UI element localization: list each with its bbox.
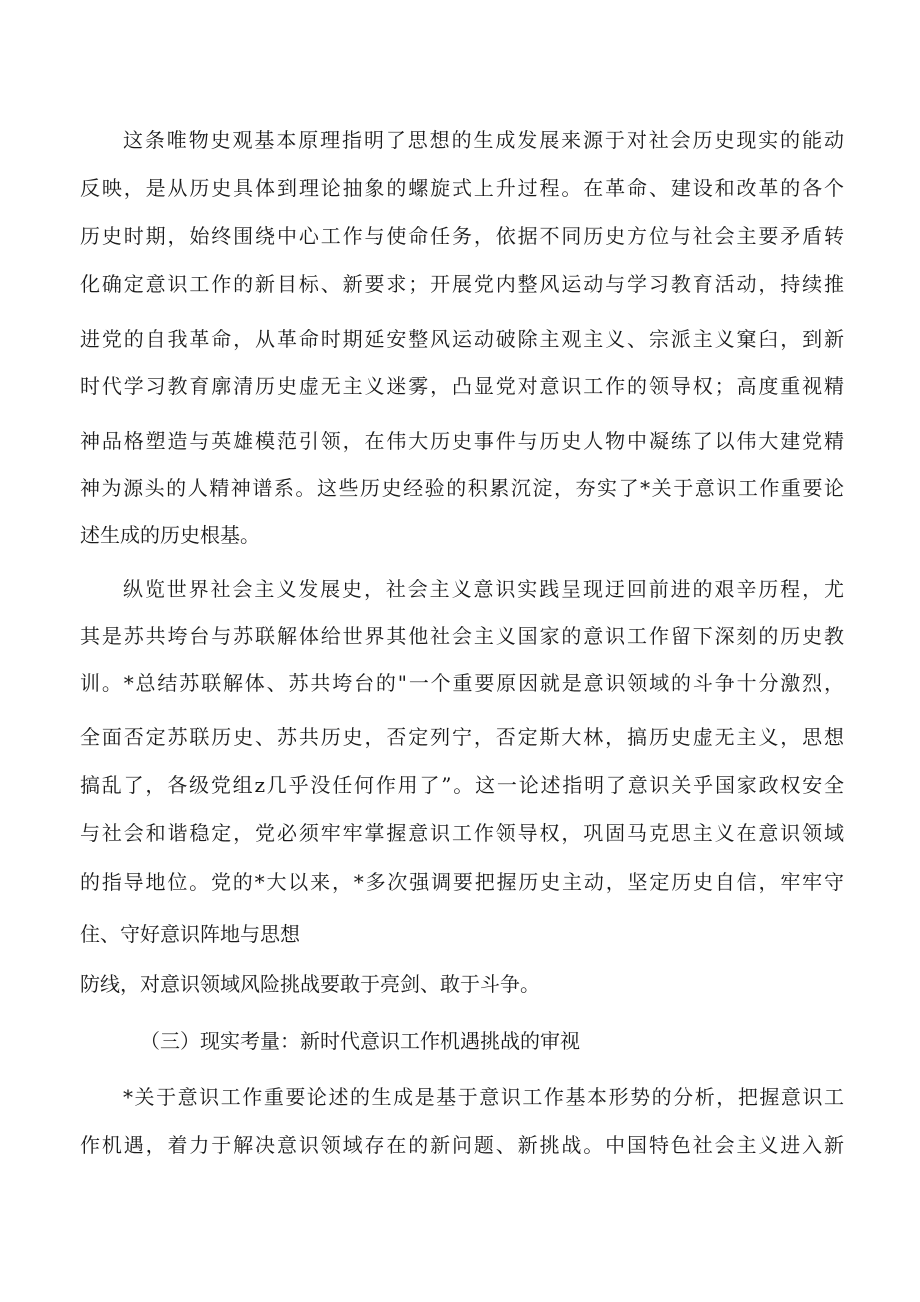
text-line: 与社会和谐稳定，党必须牢牢掌握意识工作领导权，巩固马克思主义在意识领域 [80,821,844,845]
text-line: 反映，是从历史具体到理论抽象的螺旋式上升过程。在革命、建设和改革的各个 [80,176,844,200]
text-line: 防线，对意识领域风险挑战要敢于亮剑、敢于斗争。 [80,972,540,996]
text-line: 这条唯物史观基本原理指明了思想的生成发展来源于对社会历史现实的能动 [123,128,844,152]
text-line: *关于意识工作重要论述的生成是基于意识工作基本形势的分析，把握意识工 [123,1085,844,1109]
text-line: 神为源头的人精神谱系。这些历史经验的积累沉淀，夯实了*关于意识工作重要论 [80,476,844,500]
text-line: 述生成的历史根基。 [80,523,260,547]
text-line: 纵览世界社会主义发展史，社会主义意识实践呈现迂回前进的艰辛历程，尤 [123,577,844,601]
text-line: 历史时期，始终围绕中心工作与使命任务，依据不同历史方位与社会主要矛盾转 [80,224,844,248]
text-line: 全面否定苏联历史、苏共历史，否定列宁，否定斯大林，搞历史虚无主义，思想 [80,725,844,749]
text-line: 搞乱了，各级党组z几乎没任何作用了”。这一论述指明了意识关乎国家政权安全 [80,773,844,797]
text-line: 神品格塑造与英雄模范引领，在伟大历史事件与历史人物中凝练了以伟大建党精 [80,429,844,453]
section-heading: （三）现实考量：新时代意识工作机遇挑战的审视 [140,1029,580,1053]
text-line: 化确定意识工作的新目标、新要求；开展党内整风运动与学习教育活动，持续推 [80,272,844,296]
text-line: 训。*总结苏联解体、苏共垮台的"一个重要原因就是意识领域的斗争十分激烈， [80,671,844,695]
text-line: 其是苏共垮台与苏联解体给世界其他社会主义国家的意识工作留下深刻的历史教 [80,624,844,648]
text-line: 的指导地位。党的*大以来，*多次强调要把握历史主动，坚定历史自信，牢牢守 [80,870,844,894]
text-line: 时代学习教育廓清历史虚无主义迷雾，凸显党对意识工作的领导权；高度重视精 [80,374,844,398]
text-line: 作机遇，着力于解决意识领域存在的新问题、新挑战。中国特色社会主义进入新 [80,1133,844,1157]
text-line: 住、守好意识阵地与思想 [80,922,300,946]
text-line: 进党的自我革命，从革命时期延安整风运动破除主观主义、宗派主义窠臼，到新 [80,327,844,351]
